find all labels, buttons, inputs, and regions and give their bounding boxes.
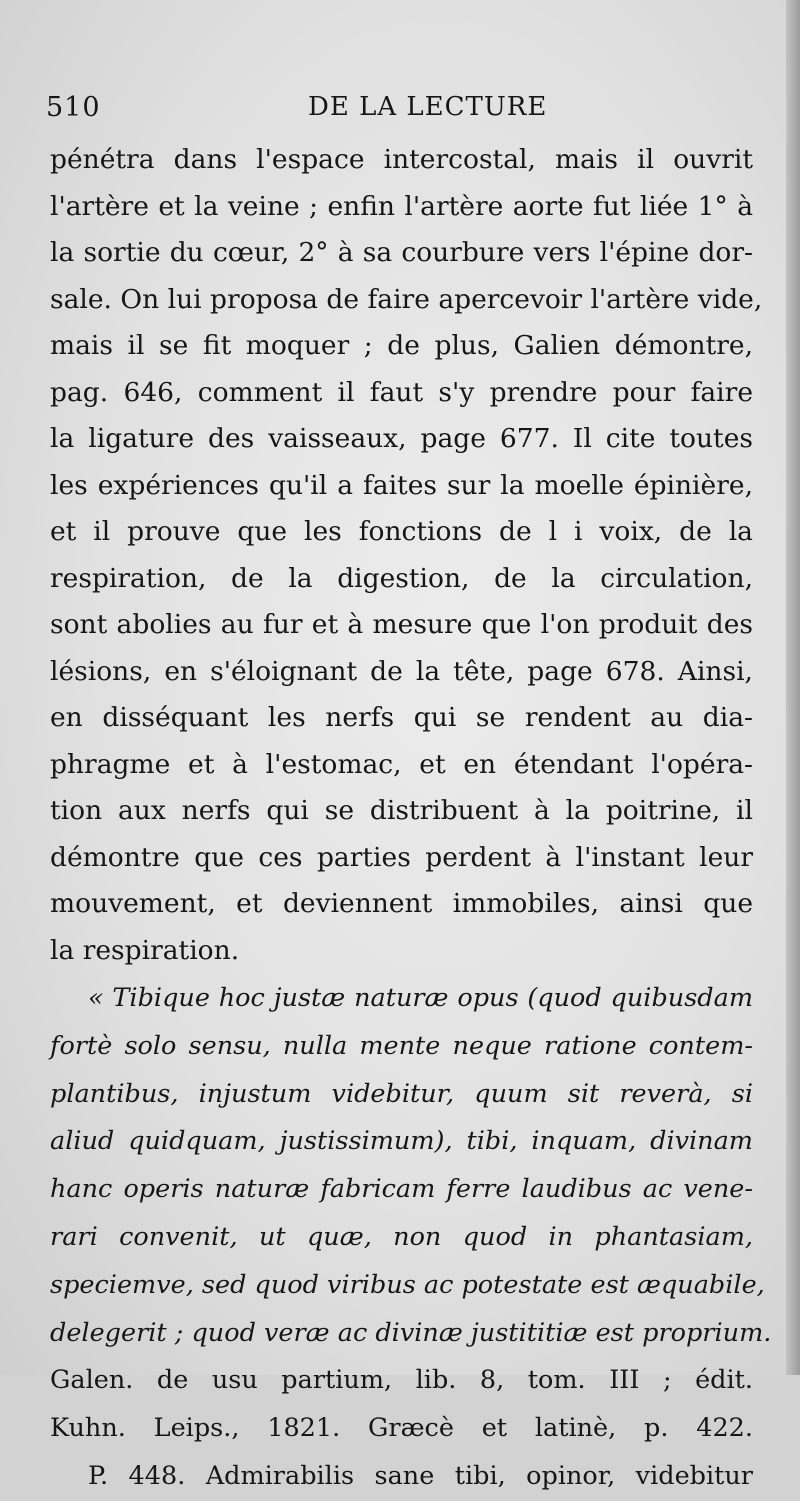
main-paragraph [50,137,763,974]
text-line: pénétra dans l'espace intercostal, mais il ouvrit [50,144,753,175]
text-line: mouvement, et deviennent immobiles, ainsi que [50,888,753,919]
text-line: sont abolies au fur et à mesure que l'on produit des [50,609,753,640]
text-line: et il prouve que les fonctions de l i voix, de la [50,516,753,547]
citation-line: Kuhn. Leips., 1821. Græcè et latinè, p. 422. [50,1413,753,1444]
citation-line: Galen. de usu partium, lib. 8, tom. III ; édit. [50,1365,753,1396]
text-line: mais il se fit moquer ; de plus, Galien démontre, [50,330,753,361]
page-edge-shadow [786,0,800,1375]
quote-line: fortè solo sensu, nulla mente neque ratione contem- [50,1030,753,1061]
text-line: démontre que ces parties perdent à l'instant leur [50,841,753,873]
text-line: les expériences qu'il a faites sur la moelle épinière, [50,469,753,501]
text-line: lésions, en s'éloignant de la tête, page 678. Ainsi, [50,655,753,687]
text-line: la sortie du cœur, 2° à sa courbure vers l'épine dor- [50,237,753,268]
page-header [46,92,746,132]
text-line: pag. 646, comment il faut s'y prendre pour faire [50,376,753,408]
text-line: la ligature des vaisseaux, page 677. Il cite toutes [50,423,753,454]
text-line: la respiration. [50,934,240,966]
quote-line: rari convenit, ut quæ, non quod in phantasiam, [50,1221,753,1252]
text-line: respiration, de la digestion, de la circulation, [50,562,753,594]
quote-line: aliud quidquam, justissimum), tibi, inquam, divinam [50,1126,753,1157]
latin-quotation [50,975,772,1501]
reference-line: P. 448. Admirabilis sane tibi, opinor, videbitur [88,1460,753,1491]
text-line: phragme et à l'estomac, et en étendant l'opéra- [50,748,753,780]
body-text [50,137,772,1501]
quote-line: hanc operis naturæ fabricam ferre laudibus ac vene- [50,1174,753,1205]
running-head: DE LA LECTURE [308,92,548,122]
text-line: tion aux nerfs qui se distribuent à la poitrine, il [50,795,753,826]
text-line: en disséquant les nerfs qui se rendent au dia- [50,702,753,733]
text-line: l'artère et la veine ; enfin l'artère aorte fut liée 1° à [50,190,753,222]
quote-line: « Tibique hoc justæ naturæ opus (quod quibusdam [88,983,753,1013]
page-number: 510 [46,92,101,123]
text-line: sale. On lui proposa de faire apercevoir l'artère vide, [50,283,763,315]
quote-line: delegerit ; quod veræ ac divinæ justititiæ est proprium. [50,1317,772,1348]
quote-line: speciemve, sed quod viribus ac potestate est æquabile, [50,1269,765,1300]
quote-line: plantibus, injustum videbitur, quum sit reverà, si [50,1078,753,1109]
